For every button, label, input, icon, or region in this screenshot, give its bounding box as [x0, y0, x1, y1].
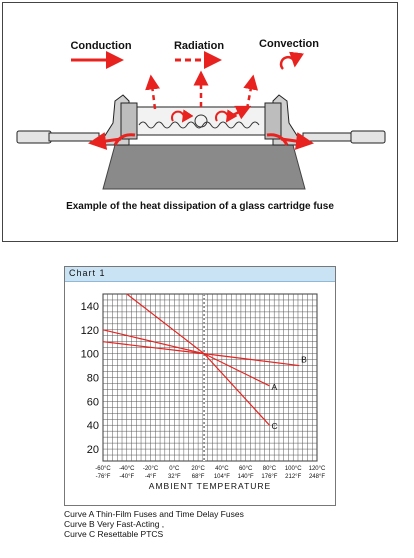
y-tick-label: 40	[86, 420, 99, 433]
x-tick-label-celsius: 100°C	[284, 466, 302, 472]
x-tick-label-fahrenheit: 140°F	[237, 474, 254, 480]
x-tick-label-fahrenheit: -76°F	[95, 474, 111, 480]
y-tick-label: 140	[80, 300, 99, 313]
left-terminal-lead	[17, 131, 99, 143]
x-tick-label-fahrenheit: 212°F	[285, 474, 302, 480]
x-tick-label-celsius: 60°C	[238, 466, 253, 472]
legend-curve-b: Curve B Very Fast-Acting ,	[64, 519, 165, 529]
x-tick-label-fahrenheit: -4°F	[144, 474, 157, 480]
chart-title: Chart 1	[69, 268, 106, 278]
legend-curve-c: Curve C Resettable PTCS	[64, 529, 164, 539]
x-tick-label-celsius: -60°C	[95, 466, 111, 472]
diagram-caption: Example of the heat dissipation of a glass cartridge fuse	[66, 201, 334, 212]
y-tick-label: 120	[80, 324, 99, 337]
fuse-diagram-panel	[2, 2, 398, 242]
x-tick-label-fahrenheit: 248°F	[308, 474, 326, 480]
legend-curve-a: Curve A Thin-Film Fuses and Time Delay Fuses	[64, 509, 244, 519]
y-tick-label: 100	[80, 348, 99, 361]
x-tick-label-fahrenheit: -40°F	[119, 474, 135, 480]
x-tick-label-celsius: 120°C	[308, 466, 326, 472]
x-tick-label-celsius: 20°C	[191, 466, 205, 472]
derating-chart	[65, 282, 335, 504]
conduction-label: Conduction	[70, 40, 132, 52]
radiation-label: Radiation	[173, 40, 225, 52]
convection-curl-icon	[281, 57, 295, 69]
y-tick-label: 20	[86, 444, 99, 457]
x-tick-label-celsius: 0°C	[169, 466, 180, 472]
x-tick-label-fahrenheit: 68°F	[191, 474, 205, 480]
chart-panel	[64, 266, 336, 506]
series-label-b: B	[301, 354, 307, 365]
convection-label: Convection	[259, 38, 319, 50]
glass-cartridge-fuse	[121, 103, 281, 139]
x-tick-label-celsius: -40°C	[119, 466, 135, 472]
x-tick-label-fahrenheit: 104°F	[213, 474, 230, 480]
x-tick-label-fahrenheit: 176°F	[261, 474, 278, 480]
x-tick-label-celsius: 80°C	[262, 466, 277, 472]
chart-header	[65, 267, 335, 282]
x-tick-label-fahrenheit: 32°F	[167, 474, 181, 480]
series-label-c: C	[271, 421, 278, 432]
x-tick-label-celsius: -20°C	[142, 466, 159, 472]
x-axis-label: AMBIENT TEMPERATURE	[148, 481, 272, 491]
y-tick-label: 80	[86, 372, 99, 385]
x-tick-label-celsius: 40°C	[215, 466, 229, 472]
fuse-holder-base	[103, 145, 305, 189]
right-terminal-lead	[303, 131, 385, 143]
curve-legend	[64, 509, 404, 539]
series-label-a: A	[271, 381, 278, 392]
y-tick-label: 60	[86, 396, 99, 409]
